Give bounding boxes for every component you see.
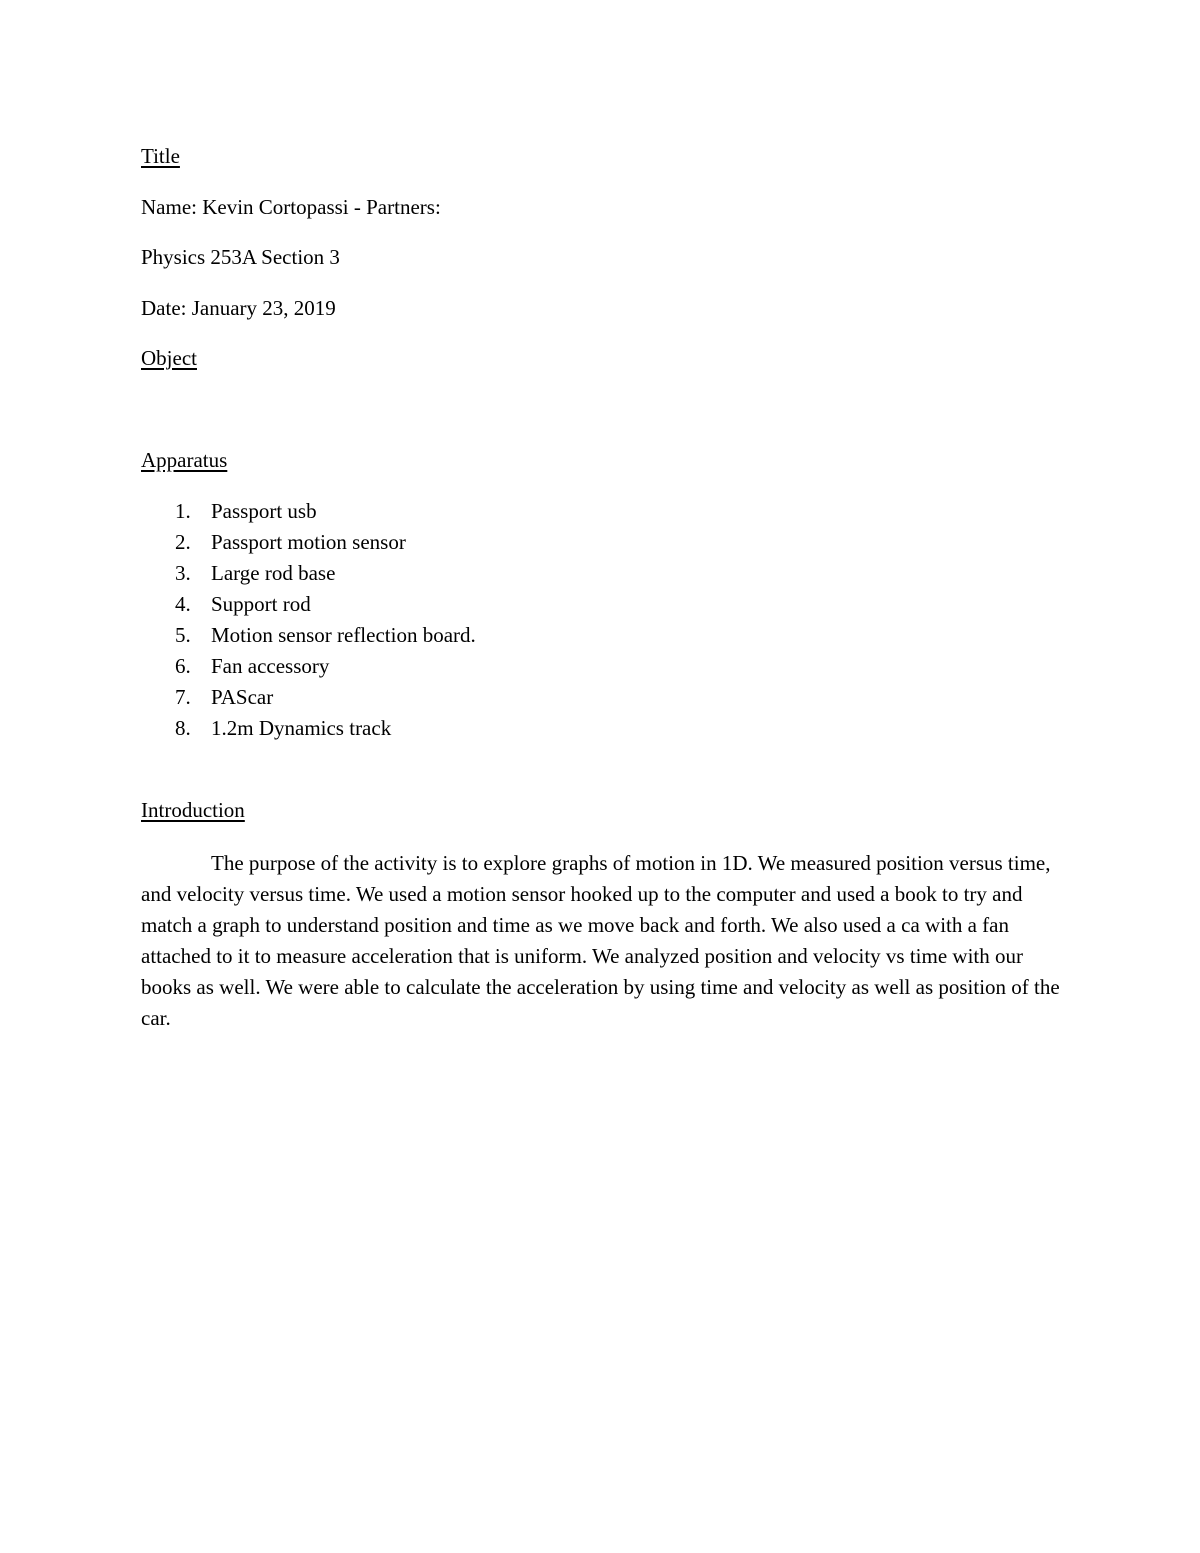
list-item-number: 8. xyxy=(175,716,191,740)
list-item-number: 5. xyxy=(175,623,191,647)
list-item-text: 1.2m Dynamics track xyxy=(211,716,392,740)
list-item-number: 6. xyxy=(175,654,191,678)
list-item-number: 3. xyxy=(175,561,191,585)
list-item-number: 1. xyxy=(175,499,191,523)
apparatus-heading: Apparatus xyxy=(141,448,228,472)
list-item-text: Fan accessory xyxy=(211,654,330,678)
course-line: Physics 253A Section 3 xyxy=(141,245,340,269)
list-item-text: Passport usb xyxy=(211,499,317,523)
list-item-text: PAScar xyxy=(211,685,274,709)
list-item-number: 2. xyxy=(175,530,191,554)
introduction-paragraph: The purpose of the activity is to explore graphs of motion in 1D. We measured position versus time, and velocity versus time. We used a motion sensor hooked up to the computer and used a book to try and match a graph to understand position and time as we move back and forth. We also used a ca with a fan attached to it to measure acceleration that is uniform. We analyzed position and velocity vs time with our books as well. We were able to calculate the acceleration by using time and velocity as well as position of the car. xyxy=(141,851,1060,1030)
title-heading: Title xyxy=(141,144,180,168)
list-item-text: Large rod base xyxy=(211,561,336,585)
date-line: Date: January 23, 2019 xyxy=(141,296,336,320)
list-item-text: Passport motion sensor xyxy=(211,530,406,554)
name-line: Name: Kevin Cortopassi - Partners: xyxy=(141,195,441,219)
list-item-text: Support rod xyxy=(211,592,311,616)
introduction-heading: Introduction xyxy=(141,798,245,822)
list-item-text: Motion sensor reflection board. xyxy=(211,623,476,647)
list-item-number: 7. xyxy=(175,685,191,709)
list-item-number: 4. xyxy=(175,592,191,616)
object-heading: Object xyxy=(141,346,197,370)
